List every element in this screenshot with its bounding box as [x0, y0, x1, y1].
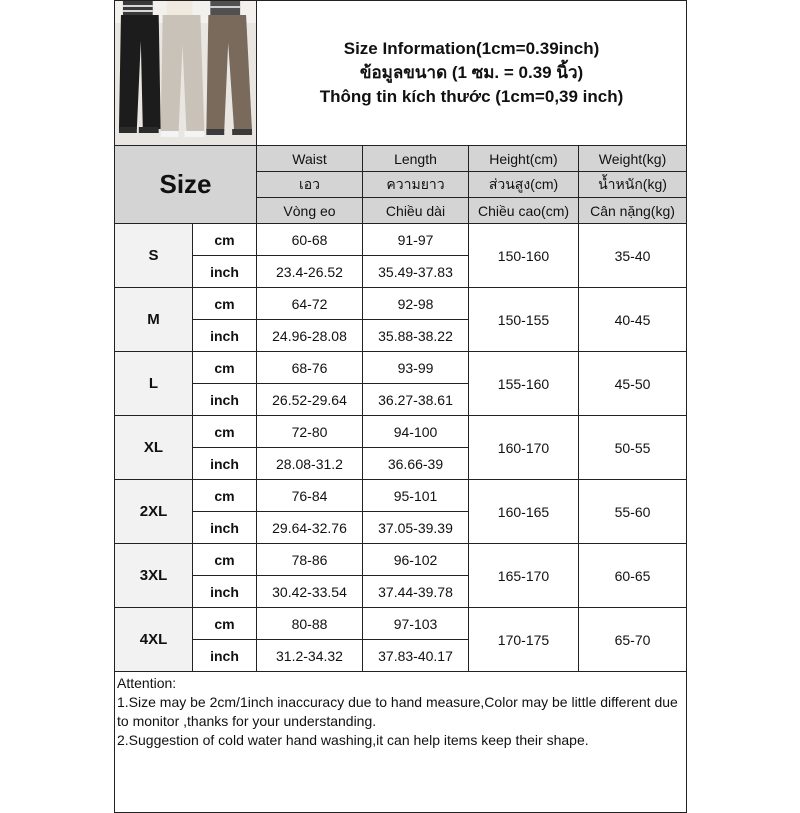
- unit-label-cm: cm: [193, 416, 257, 448]
- table-row: [115, 352, 687, 384]
- height-cell: 155-160: [469, 352, 579, 416]
- size-name-cell: 2XL: [115, 480, 193, 544]
- table-row: [115, 416, 687, 448]
- header-height-en: Height(cm): [469, 146, 579, 172]
- waist-inch-cell: 31.2-34.32: [257, 640, 363, 672]
- unit-label-cm: cm: [193, 608, 257, 640]
- length-inch-cell: 35.49-37.83: [363, 256, 469, 288]
- waist-cm-cell: 78-86: [257, 544, 363, 576]
- title-english: Size Information(1cm=0.39inch): [343, 39, 600, 58]
- header-weight-th: น้ำหนัก(kg): [579, 172, 687, 198]
- size-name-cell: M: [115, 288, 193, 352]
- title-thai: ข้อมูลขนาด (1 ซม. = 0.39 นิ้ว): [359, 63, 584, 82]
- length-inch-cell: 37.83-40.17: [363, 640, 469, 672]
- height-cell: 160-170: [469, 416, 579, 480]
- waist-inch-cell: 24.96-28.08: [257, 320, 363, 352]
- table-row: [115, 224, 687, 256]
- height-cell: 160-165: [469, 480, 579, 544]
- size-name-cell: 3XL: [115, 544, 193, 608]
- weight-cell: 65-70: [579, 608, 687, 672]
- size-name-cell: L: [115, 352, 193, 416]
- waist-cm-cell: 76-84: [257, 480, 363, 512]
- header-waist-th: เอว: [257, 172, 363, 198]
- length-cm-cell: 91-97: [363, 224, 469, 256]
- unit-label-cm: cm: [193, 480, 257, 512]
- header-weight-en: Weight(kg): [579, 146, 687, 172]
- waist-cm-cell: 72-80: [257, 416, 363, 448]
- size-name-cell: 4XL: [115, 608, 193, 672]
- size-name-cell: S: [115, 224, 193, 288]
- waist-cm-cell: 80-88: [257, 608, 363, 640]
- height-cell: 165-170: [469, 544, 579, 608]
- height-cell: 170-175: [469, 608, 579, 672]
- unit-label-inch: inch: [193, 512, 257, 544]
- header-weight-vi: Cân nặng(kg): [579, 198, 687, 224]
- unit-label-inch: inch: [193, 448, 257, 480]
- unit-label-cm: cm: [193, 352, 257, 384]
- length-cm-cell: 96-102: [363, 544, 469, 576]
- header-waist-en: Waist: [257, 146, 363, 172]
- length-cm-cell: 92-98: [363, 288, 469, 320]
- length-inch-cell: 37.05-39.39: [363, 512, 469, 544]
- size-chart-sheet: [114, 0, 686, 800]
- table-row: [115, 288, 687, 320]
- waist-inch-cell: 29.64-32.76: [257, 512, 363, 544]
- height-cell: 150-160: [469, 224, 579, 288]
- table-row: [115, 544, 687, 576]
- table-row: [115, 480, 687, 512]
- waist-cm-cell: 64-72: [257, 288, 363, 320]
- length-cm-cell: 93-99: [363, 352, 469, 384]
- table-row: [115, 608, 687, 640]
- unit-label-cm: cm: [193, 224, 257, 256]
- header-length-vi: Chiều dài: [363, 198, 469, 224]
- waist-inch-cell: 30.42-33.54: [257, 576, 363, 608]
- header-height-th: ส่วนสูง(cm): [469, 172, 579, 198]
- weight-cell: 45-50: [579, 352, 687, 416]
- header-height-vi: Chiều cao(cm): [469, 198, 579, 224]
- weight-cell: 60-65: [579, 544, 687, 608]
- length-cm-cell: 94-100: [363, 416, 469, 448]
- header-length-th: ความยาว: [363, 172, 469, 198]
- product-photo: [115, 1, 257, 146]
- unit-label-cm: cm: [193, 544, 257, 576]
- length-cm-cell: 95-101: [363, 480, 469, 512]
- length-inch-cell: 36.27-38.61: [363, 384, 469, 416]
- waist-inch-cell: 26.52-29.64: [257, 384, 363, 416]
- header-length-en: Length: [363, 146, 469, 172]
- length-cm-cell: 97-103: [363, 608, 469, 640]
- unit-label-cm: cm: [193, 288, 257, 320]
- attention-note-2: 2.Suggestion of cold water hand washing,it can help items keep their shape.: [117, 732, 589, 748]
- length-inch-cell: 36.66-39: [363, 448, 469, 480]
- waist-inch-cell: 23.4-26.52: [257, 256, 363, 288]
- weight-cell: 55-60: [579, 480, 687, 544]
- title-vietnamese: Thông tin kích thước (1cm=0,39 inch): [319, 87, 624, 106]
- unit-label-inch: inch: [193, 576, 257, 608]
- length-inch-cell: 35.88-38.22: [363, 320, 469, 352]
- unit-label-inch: inch: [193, 384, 257, 416]
- unit-label-inch: inch: [193, 256, 257, 288]
- length-inch-cell: 37.44-39.78: [363, 576, 469, 608]
- weight-cell: 50-55: [579, 416, 687, 480]
- size-name-cell: XL: [115, 416, 193, 480]
- waist-inch-cell: 28.08-31.2: [257, 448, 363, 480]
- size-column-header: Size: [115, 146, 257, 224]
- product-photo-image: [115, 1, 256, 145]
- waist-cm-cell: 60-68: [257, 224, 363, 256]
- weight-cell: 40-45: [579, 288, 687, 352]
- size-table: [114, 0, 687, 813]
- size-info-title: [257, 1, 687, 146]
- header-waist-vi: Vòng eo: [257, 198, 363, 224]
- height-cell: 150-155: [469, 288, 579, 352]
- unit-label-inch: inch: [193, 640, 257, 672]
- weight-cell: 35-40: [579, 224, 687, 288]
- attention-note-1: 1.Size may be 2cm/1inch inaccuracy due to hand measure,Color may be little different due to monitor ,thanks for your understanding.: [117, 694, 678, 729]
- attention-notes: [115, 672, 687, 813]
- attention-heading: Attention:: [117, 675, 177, 691]
- waist-cm-cell: 68-76: [257, 352, 363, 384]
- unit-label-inch: inch: [193, 320, 257, 352]
